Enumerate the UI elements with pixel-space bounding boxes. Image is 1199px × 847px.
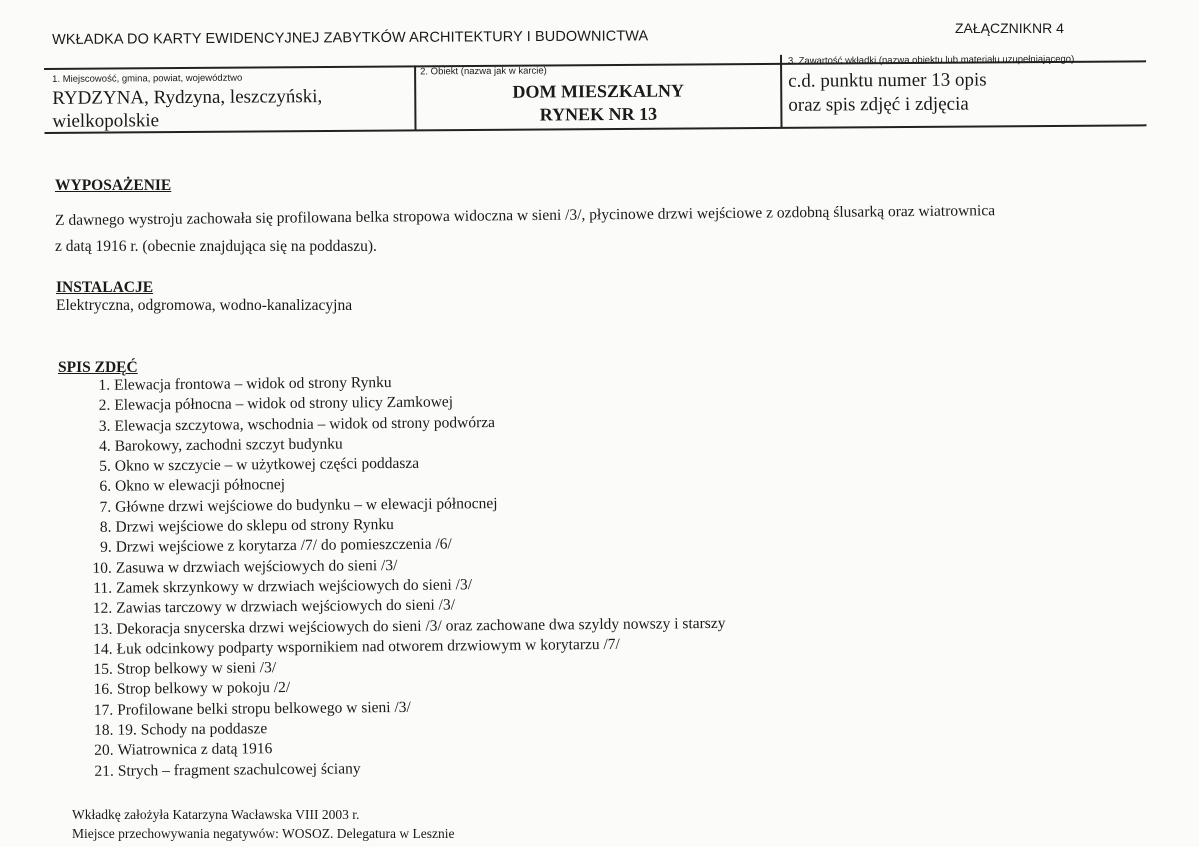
footer-author-line: Wkładkę założyła Katarzyna Wacławska VIII 2003 r. — [72, 807, 360, 822]
object-label: 2. Obiekt (nazwa jak w karcie) — [420, 65, 547, 78]
photo-item-number: 21. — [94, 762, 114, 780]
contents-label: 3. Zawartość wkładki (nazwa obiektu lub materiału uzupełniającego) — [788, 53, 1075, 67]
photo-item-number: 10. — [92, 559, 112, 577]
photo-item-text: Elewacja frontowa – widok od strony Rynku — [114, 374, 392, 394]
photo-item-number: 17. — [93, 701, 114, 719]
photo-item-text: Drzwi wejściowe do sklepu od strony Rynku — [115, 516, 394, 536]
photo-item-number: 15. — [93, 660, 113, 679]
object-value-line2: RYNEK NR 13 — [539, 103, 658, 125]
instalacje-text: Elektryczna, odgromowa, wodno-kanalizacyjna — [56, 297, 353, 314]
object-value-line1: DOM MIESZKALNY — [512, 80, 685, 102]
header-bottom-rule — [45, 124, 1147, 133]
photo-item-text: Zasuwa w drzwiach wejściowych do sieni /3/ — [115, 556, 398, 577]
photo-item-number: 16. — [93, 681, 114, 699]
header-table — [44, 50, 1147, 134]
photo-item-text: Profilowane belki stropu belkowego w sieni /3/ — [117, 698, 411, 719]
photo-item-text: Zamek skrzynkowy w drzwiach wejściowych do sieni /3/ — [115, 576, 473, 597]
photo-item-text: Drzwi wejściowe z korytarza /7/ do pomieszczenia /6/ — [115, 535, 452, 557]
photo-item-text: Strych – fragment szachulcowej ściany — [117, 759, 361, 780]
photo-item-text: Wiatrownica z datą 1916 — [117, 740, 273, 760]
photo-item-text: Okno w elewacji północnej — [114, 476, 286, 496]
section-heading-instalacje: INSTALACJE — [56, 279, 154, 296]
photo-item-text: Główne drzwi wejściowe do budynku – w elewacji północnej — [115, 494, 498, 516]
photo-item-number: 12. — [92, 599, 113, 618]
photo-item-number: 2. — [98, 397, 111, 415]
footer-negatives-line: Miejsce przechowywania negatywów: WOSOZ. Delegatura w Lesznie — [72, 826, 455, 841]
photo-item-text: Barokowy, zachodni szczyt budynku — [114, 435, 343, 455]
photo-item-number: 4. — [98, 437, 111, 455]
photo-item-text: Strop belkowy w pokoju /2/ — [116, 679, 291, 699]
photo-item-number: 20. — [94, 742, 114, 760]
photo-item-number: 3. — [98, 417, 111, 435]
photo-item-text: Elewacja szczytowa, wschodnia – widok od strony podwórza — [114, 413, 496, 435]
location-value-line1: RYDZYNA, Rydzyna, leszczyński, — [52, 86, 323, 109]
photo-item-number: 18. — [93, 721, 114, 739]
photo-item-number: 1. — [98, 376, 111, 394]
photo-item-text: Strop belkowy w sieni /3/ — [116, 659, 277, 678]
document-title: WKŁADKA DO KARTY EWIDENCYJNEJ ZABYTKÓW ARCHITEKTURY I BUDOWNICTWA — [52, 28, 649, 48]
photo-item-text: 19. Schody na poddasze — [117, 720, 268, 739]
photo-item-text: Elewacja północna – widok od strony ulicy Zamkowej — [114, 393, 454, 414]
photo-list — [82, 370, 727, 782]
photo-item-number: 6. — [99, 478, 112, 496]
section-heading-wyposazenie: WYPOSAŻENIE — [55, 177, 172, 194]
photo-item-text: Dekoracja snycerska drzwi wejściowych do sieni /3/ oraz zachowane dwa szyldy nowszy i starszy — [116, 614, 726, 638]
location-label: 1. Miejscowość, gmina, powiat, województwo — [52, 72, 243, 85]
photo-item-number: 14. — [93, 640, 113, 658]
annex-label: ZAŁĄCZNIKNR 4 — [955, 20, 1064, 36]
photo-item-text: Okno w szczycie – w użytkowej części poddasza — [114, 454, 420, 475]
photo-item-number: 8. — [99, 518, 112, 536]
contents-value-line1: c.d. punktu numer 13 opis — [788, 69, 987, 92]
photo-item-number: 5. — [99, 457, 111, 476]
photo-item-number: 13. — [92, 620, 113, 638]
contents-value-line2: oraz spis zdjęć i zdjęcia — [788, 93, 969, 116]
photo-item-text: Łuk odcinkowy podparty wspornikiem nad otworem drzwiowym w korytarzu /7/ — [116, 635, 620, 658]
photo-item-number: 9. — [99, 539, 112, 557]
wyposazenie-text-line2: z datą 1916 r. (obecnie znajdująca się na poddaszu). — [55, 238, 377, 255]
photo-item-number: 7. — [99, 498, 112, 516]
wyposazenie-text-line1: Z dawnego wystroju zachowała się profilowana belka stropowa widoczna w sieni /3/, płycinowe drzwi wejściowe z ozdobną ślusarką oraz wiatrownica — [55, 202, 996, 229]
photo-item-text: Zawias tarczowy w drzwiach wejściowych do sieni /3/ — [116, 596, 456, 617]
section-heading-spis-zdjec: SPIS ZDĘĆ — [58, 359, 138, 376]
location-value-line2: wielkopolskie — [52, 110, 160, 132]
photo-item-number: 11. — [93, 579, 113, 597]
